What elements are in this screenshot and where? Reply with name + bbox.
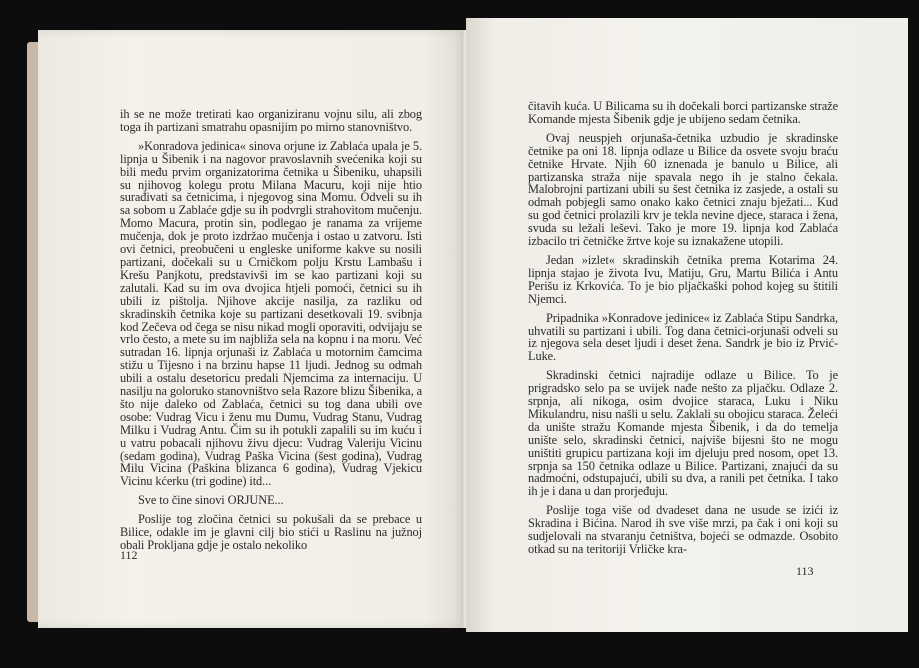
paragraph: Sve to čine sinovi ORJUNE...: [138, 493, 284, 508]
paragraph: Jedan »izlet« skradinskih četnika prema Kotarima 24. lipnja stajao je života Ivu, Matiju, Gru, Martu Bilića i Antu Perišu iz Krkovića. To je bio pljačkaški pohod kojeg su štitili Njemci.: [528, 252, 838, 306]
left-page: [38, 30, 468, 628]
paragraph: Poslije toga više od dvadeset dana ne usude se izići iz Skradina i Bićina. Narod ih sve više mrzi, pa čak i oni koji su sudjelovali na stvaranju četništva, bojeći se odmazde. Osobito otkad su na teritoriji Vrličke kra-: [528, 503, 838, 556]
paragraph: »Konradova jedinica« sinova orjune iz Zablaća upala je 5. lipnja u Šibenik i na nagovor pravoslavnih svećenika koji su bili među prvim organizatorima četnika u Šibeniku, uhapsili su njihovog kolegu protu Milana Macuru, koji nije htio surađivati sa četnicima, i njegovog sina Momu. Odveli su ih sa sobom u Zablaće gdje su ih podvrgli strahovitom mučenju. Momo Macura, protin sin, podlegao je ranama za vrijeme mučenja, dok je proto izdržao mučenja i ostao u zatvoru. Isti ovi četnici, preobučeni u engleske uniforme kakve su nosili partizani, dočekali su u Crničkom polju Krstu Lambašu i Krešu Panjkotu, predstavivši im se kao partizani koji su zalutali. Kad su im ova dvojica htjeli pomoći, četnici su ih ubili iz pištolja. Njihove akcije nasilja, za razliku od skradinskih četnika koje su partizani desetkovali 19. svibnja kod Zečeva od čega se nisu nikad mogli oporaviti, odvijaju se vrlo često, a mete su im najbliža sela na kopnu i na moru. Već sutradan 16. lipnja orjunaši iz Zablaća u motornim čamcima stižu u Tijesno i na brzinu hapse 11 ljudi. Jednog su odmah ubili a ostalu desetoricu predali Njemcima za internaciju. U nasilju na goloruko stanovništvo sela Razore blizu Šibenika, a što nije daleko od Zablaća, četnici su tog dana ubili ove osobe: Vudrag Vicu i ženu mu Dumu, Vudrag Stanu, Vudrag Milku i Vudrag Antu. Čim su ih potukli zapalili su im kuću i u vatru pobacali njihovu živu djecu: Vudrag Valeriju Vicinu (sedam godina), Vudrag Paška Vicina (šest godina), Vudrag Milu Vicina (Paškina blizanca 6 godina), Vudrag Vjekicu Vicinu kćerku (tri godine) itd...: [120, 138, 422, 489]
right-page-text: [528, 100, 838, 562]
paragraph: ih se ne može tretirati kao organiziranu vojnu silu, ali zbog toga ih partizani smatrahu opasnijim po mirno stanovništvo.: [120, 107, 422, 134]
page-number: 113: [796, 564, 814, 578]
page-number: 112: [120, 548, 138, 562]
left-page-text: [120, 108, 422, 558]
paragraph: čitavih kuća. U Bilicama su ih dočekali borci partizanske straže Komande mjesta Šibenik gdje je ubijeno sedam četnika.: [528, 99, 838, 126]
paragraph: Poslije tog zločina četnici su pokušali da se prebace u Bilice, odakle im je glavni cilj bio stići u Raslinu na južnoj obali Prokljana gdje je ostalo nekoliko: [120, 512, 422, 552]
paragraph: Pripadnika »Konradove jedinice« iz Zablaća Stipu Sandrka, uhvatili su partizani i ubili. Tog dana četnici-orjunaši odveli su iz njegova sela deset ljudi i deset žena. Sandrk je bio iz Prvić-Luke.: [528, 310, 838, 364]
paragraph: Ovaj neuspjeh orjunaša-četnika uzbudio je skradinske četnike pa oni 18. lipnja odlaze u Bilice da osvete svoju braću četnike Hrvate. Njih 60 iznenada je banulo u Bilice, ali partizanska straža nije spavala nego ih je stalno čekala. Malobrojni partizani ubili su šest četnika iz zasjede, a ostali su odmah pobjegli samo onako kako četnici znaju bježati... Kud su god četnici prolazili krv je tekla nevine djece, staraca i žena, svuda su ležali leševi. Tako je more 19. lipnja kod Zablaća izbacilo tri četničke žrtve koje su iznakažene utopili.: [528, 130, 838, 249]
right-page: [466, 18, 908, 632]
paragraph: Skradinski četnici najradije odlaze u Bilice. To je prigradsko selo pa se uvijek nađe nešto za pljačku. Odlaze 2. srpnja, ali nikoga, osim dvojice staraca, Luku i Niku Mikulandru, nisu našli u selu. Zaklali su obojicu staraca. Želeći da unište stražu Komande mjesta Šibenik, i da do temelja unište selo, skradinski četnici, najviše bijesni što ne mogu uništiti grupicu partizana koji im djeluju pred nosom, opet 13. srpnja sa 150 četnika odlaze u Bilice. Partizani, znajući da su nadmoćni, odstupajući, ubili su dva, a ranili pet četnika. I tako ih je i dana u dan prorjeđuju.: [528, 368, 838, 499]
